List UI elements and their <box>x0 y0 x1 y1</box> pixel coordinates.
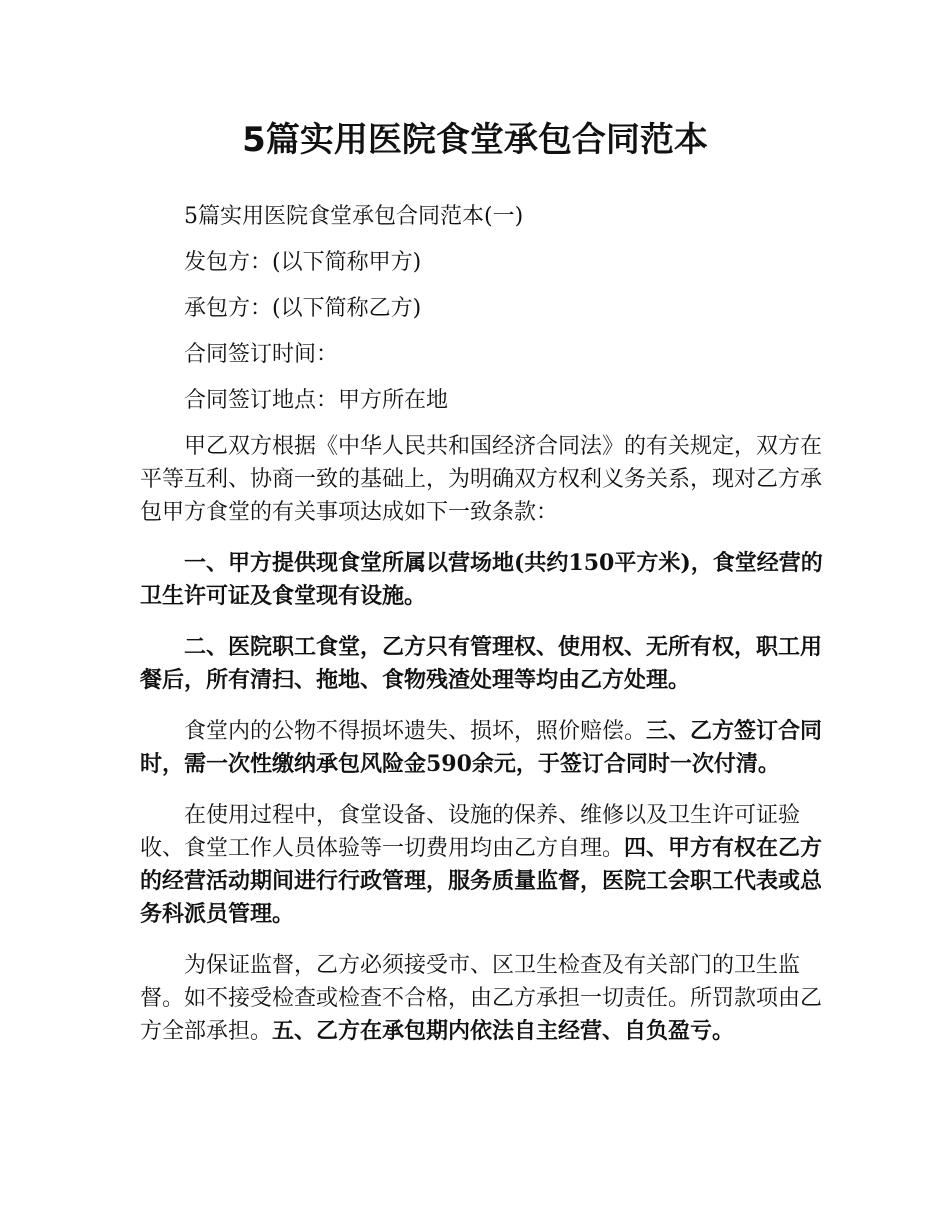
sign-place-line: 合同签订地点：甲方所在地 <box>184 388 449 413</box>
paragraph-4 <box>140 799 828 931</box>
paragraph-3-text: 食堂内的公物不得损坏遗失、损坏，照价赔偿。 <box>184 719 647 744</box>
paragraph-3 <box>140 715 828 781</box>
paragraph-5 <box>140 949 828 1048</box>
subtitle: 5篇实用医院食堂承包合同范本(一) <box>184 204 524 229</box>
clause-2: 二、医院职工食堂，乙方只有管理权、使用权、无所有权，职工用餐后，所有清扫、拖地、食物残渣处理等均由乙方处理。 <box>140 634 823 693</box>
intro-paragraph: 甲乙双方根据《中华人民共和国经济合同法》的有关规定，双方在平等互利、协商一致的基础上，为明确双方权利义务关系，现对乙方承包甲方食堂的有关事项达成如下一致条款： <box>140 434 823 525</box>
sign-time-line: 合同签订时间： <box>184 342 339 367</box>
party-a-line: 发包方：(以下简称甲方) <box>184 250 422 275</box>
clause-1: 一、甲方提供现食堂所属以营场地(共约150平方米)，食堂经营的卫生许可证及食堂现有设施。 <box>140 550 823 609</box>
document-title: 5篇实用医院食堂承包合同范本 <box>242 120 708 160</box>
party-b-line: 承包方：(以下简称乙方) <box>184 296 422 321</box>
clause-4: 四、甲方有权在乙方的经营活动期间进行行政管理，服务质量监督，医院工会职工代表或总务科派员管理。 <box>140 835 823 927</box>
clause-3: 三、乙方签订合同时，需一次性缴纳承包风险金590余元，于签订合同时一次付清。 <box>140 718 823 777</box>
document-body <box>140 200 828 1066</box>
clause-5: 五、乙方在承包期内依法自主经营、自负盈亏。 <box>272 1018 735 1044</box>
paragraph-4-text: 在使用过程中，食堂设备、设施的保养、维修以及卫生许可证验收、食堂工作人员体验等一切费用均由乙方自理。 <box>140 803 801 861</box>
paragraph-5-text: 为保证监督，乙方必须接受市、区卫生检查及有关部门的卫生监督。如不接受检查或检查不合格，由乙方承担一切责任。所罚款项由乙方全部承担。 <box>140 953 823 1044</box>
